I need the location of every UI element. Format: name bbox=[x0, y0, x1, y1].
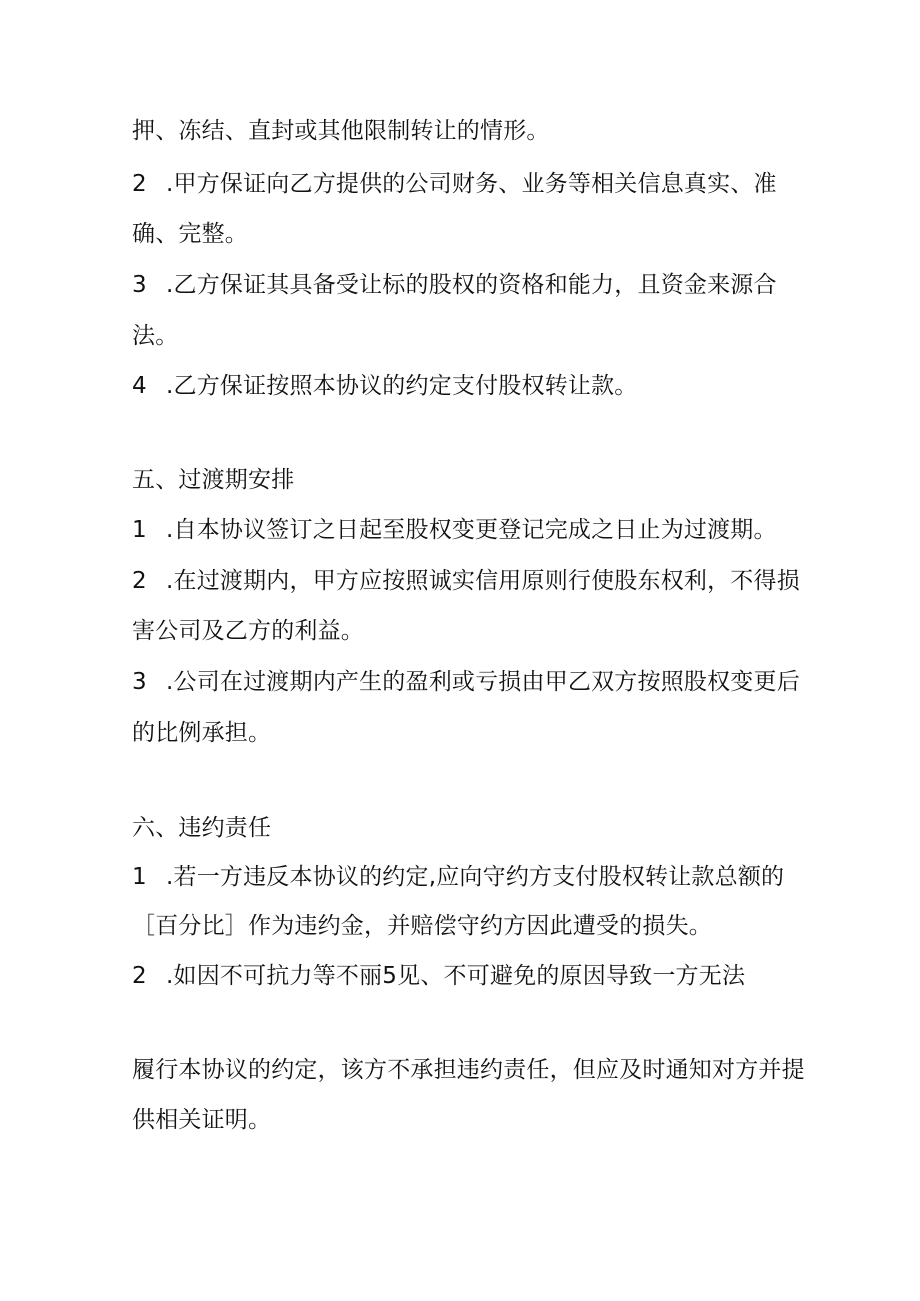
paragraph-line: 押、冻结、直封或其他限制转让的情形。 bbox=[132, 118, 550, 144]
list-item-1: 1 .若一方违反本协议的约定,应向守约方支付股权转让款总额的 bbox=[132, 864, 785, 890]
section-heading-liability: 六、违约责任 bbox=[132, 815, 272, 841]
list-item-1: 1 .自本协议签订之日起至股权变更登记完成之日止为过渡期。 bbox=[132, 517, 777, 543]
list-item-2: 2 .如因不可抗力等不丽5见、不可避免的原因导致一方无法 bbox=[132, 963, 746, 989]
list-item-3: 3 .公司在过渡期内产生的盈利或亏损由甲乙双方按照股权变更后 bbox=[132, 669, 800, 695]
list-item-1-continuation: ［百分比］作为违约金，并赔偿守约方因此遭受的损失。 bbox=[132, 913, 712, 939]
list-item-2-continuation: 确、完整。 bbox=[132, 221, 248, 247]
item-number: 4 bbox=[132, 373, 147, 399]
item-number: 1 bbox=[132, 517, 147, 543]
list-item-2: 2 .在过渡期内，甲方应按照诚实信用原则行使股东权利，不得损 bbox=[132, 568, 800, 594]
list-item-2-continuation: 害公司及乙方的利益。 bbox=[132, 618, 364, 644]
list-item-3-continuation: 法。 bbox=[132, 323, 179, 349]
item-number: 2 bbox=[132, 568, 147, 594]
list-item-2: 2 .甲方保证向乙方提供的公司财务、业务等相关信息真实、准 bbox=[132, 171, 777, 197]
list-item-2-continuation: 履行本协议的约定，该方不承担违约责任，但应及时通知对方并提 bbox=[132, 1057, 805, 1083]
item-number: 2 bbox=[132, 963, 147, 989]
item-number: 3 bbox=[132, 669, 147, 695]
section-heading-transition: 五、过渡期安排 bbox=[132, 467, 295, 493]
list-item-4: 4 .乙方保证按照本协议的约定支付股权转让款。 bbox=[132, 373, 638, 399]
list-item-3: 3 .乙方保证其具备受让标的股权的资格和能力，且资金来源合 bbox=[132, 272, 777, 298]
item-number: 1 bbox=[132, 864, 147, 890]
list-item-2-continuation: 供相关证明。 bbox=[132, 1107, 272, 1133]
list-item-3-continuation: 的比例承担。 bbox=[132, 720, 272, 746]
item-number: 3 bbox=[132, 272, 147, 298]
item-number: 2 bbox=[132, 171, 147, 197]
